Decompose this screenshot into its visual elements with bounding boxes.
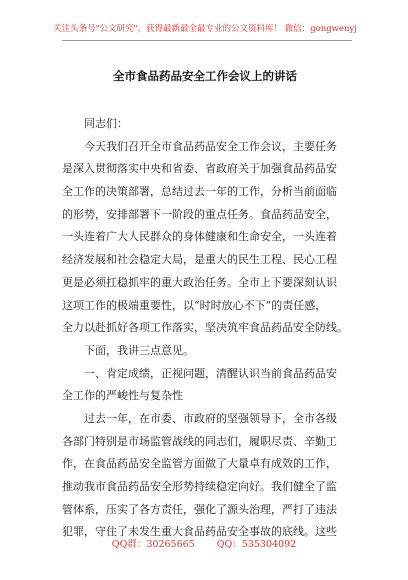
- paragraph-line: 今天我们召开全市食品药品安全工作会议，主要任务: [84, 139, 337, 153]
- document-body: [62, 113, 352, 544]
- paragraph-line: 全力以赴抓好各项工作落实，坚决筑牢食品药品安全防线。: [62, 321, 348, 335]
- header-divider: [62, 40, 352, 41]
- paragraph-line: 更是必须扛稳抓牢的重大政治任务。全市上下要深刻认识: [62, 275, 337, 289]
- salutation-line: 同志们：: [84, 117, 128, 130]
- paragraph-line: 这项工作的极端重要性，以“时时放心不下”的责任感，: [62, 298, 327, 312]
- paragraph-line: 的形势，安排部署下一阶段的重点任务。食品药品安全，: [62, 207, 337, 221]
- section-heading-line: 全工作的严峻性与复杂性: [62, 389, 183, 403]
- paragraph-line: 下面，我讲三点意见。: [84, 343, 194, 357]
- header-banner: 关注头条号"公文研究"，获得最新最全最专业的公文资料库！ 微信：gongwenyj: [53, 24, 357, 34]
- paragraph-line: 推动我市食品药品安全形势持续稳定向好。我们健全了监: [62, 480, 337, 493]
- paragraph-line: 作，在食品药品安全监管方面做了大量卓有成效的工作，: [62, 457, 337, 471]
- paragraph-line: 各部门特别是市场监管战线的同志们，履职尽责、辛勤工: [62, 434, 337, 448]
- document-title: 全市食品药品安全工作会议上的讲话: [113, 69, 297, 83]
- paragraph-line: 一头连着广大人民群众的身体健康和生命安全，一头连着: [62, 230, 337, 244]
- footer-contact: [0, 536, 408, 550]
- section-heading-line: 一、肯定成绩，正视问题，清醒认识当前食品药品安: [84, 366, 337, 380]
- paragraph-line: 过去一年，在市委、市政府的坚强领导下，全市各级: [84, 411, 337, 425]
- paragraph-line: 是深入贯彻落实中央和省委、省政府关于加强食品药品安: [62, 162, 337, 176]
- footer-qq: QQ：535304092: [216, 539, 297, 550]
- footer-qq-group: QQ群：30265665: [111, 539, 195, 550]
- paragraph-line: 全工作的决策部署，总结过去一年的工作，分析当前面临: [62, 185, 337, 199]
- paragraph-line: 经济发展和社会稳定大局，是重大的民生工程、民心工程: [62, 253, 337, 267]
- paragraph-line: 犯罪，守住了未发生重大食品药品安全事故的底线。这些: [62, 525, 337, 539]
- paragraph-line: 管体系，压实了各方责任，强化了源头治理，严打了违法: [62, 502, 337, 516]
